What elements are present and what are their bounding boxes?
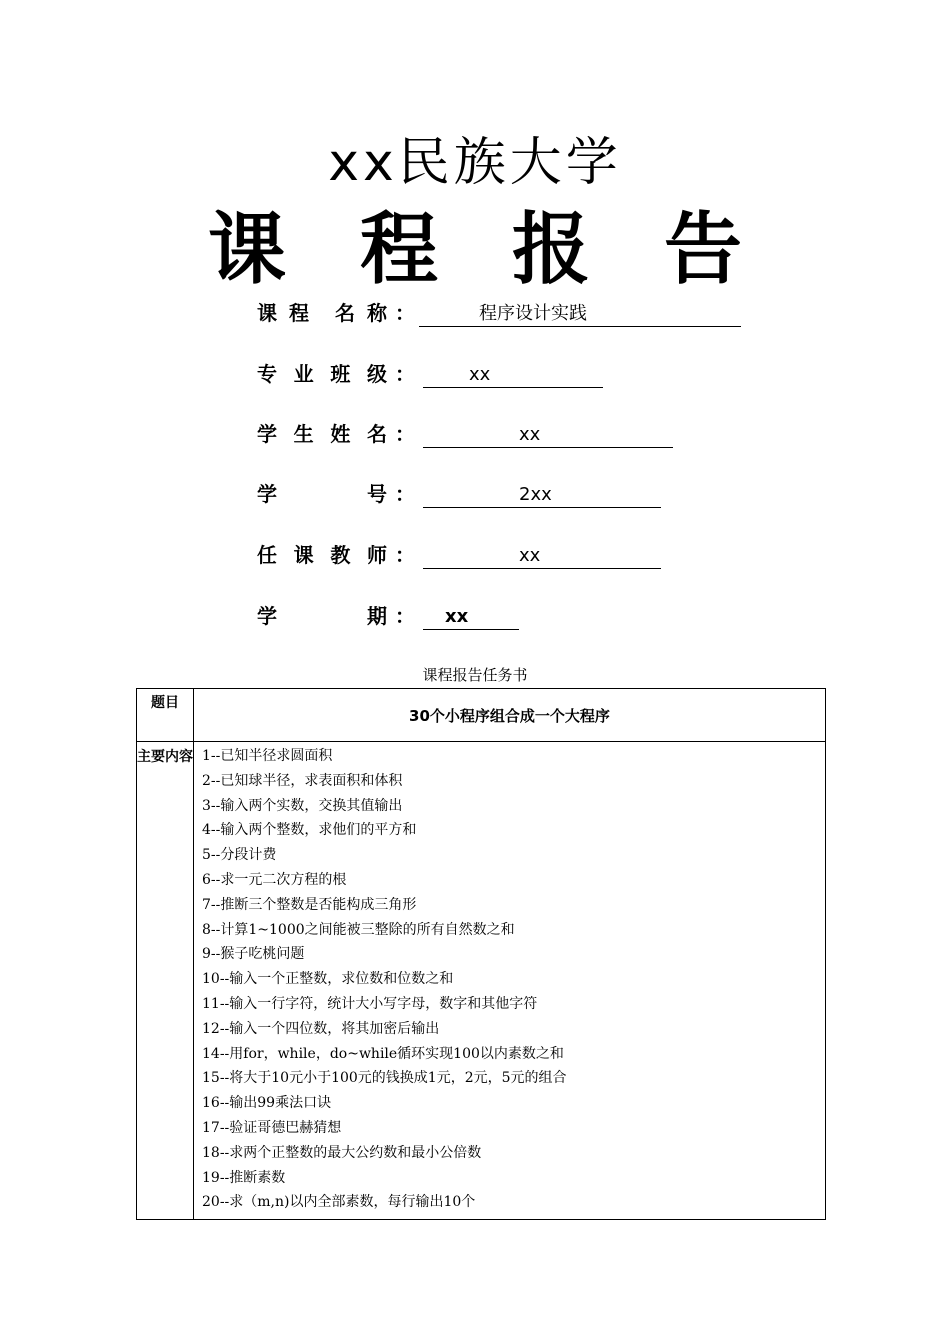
topic-row <box>137 689 826 742</box>
info-label <box>257 420 387 448</box>
info-label <box>257 602 387 630</box>
label-char: 期 <box>367 604 387 628</box>
info-row-student-id <box>257 476 661 508</box>
label-char: 课 <box>257 301 277 325</box>
list-item: 17--验证哥德巴赫猜想 <box>202 1119 342 1136</box>
label-char: 专 <box>257 362 277 386</box>
label-char: 课 <box>293 543 314 567</box>
student-id-value: 2xx <box>423 482 661 508</box>
task-book-caption: 课程报告任务书 <box>422 666 528 684</box>
content-row <box>137 742 826 1220</box>
topic-value: 30个小程序组合成一个大程序 <box>194 689 826 742</box>
list-item: 16--输出99乘法口诀 <box>202 1095 332 1112</box>
info-colon: ： <box>395 604 415 628</box>
list-item: 8--计算1~1000之间能被三整除的所有自然数之和 <box>202 921 515 938</box>
list-item: 12--输入一个四位数，将其加密后输出 <box>202 1020 440 1037</box>
major-class-value: xx <box>423 362 603 388</box>
list-item: 1--已知半径求圆面积 <box>202 748 333 764</box>
info-colon: ： <box>395 362 415 386</box>
course-name-value: 程序设计实践 <box>419 301 741 327</box>
info-colon: ： <box>395 482 415 506</box>
content-label: 主要内容 <box>137 742 194 1220</box>
list-item: 14--用for，while，do~while循环实现100以内素数之和 <box>202 1045 564 1062</box>
label-char: 业 <box>293 362 314 386</box>
list-item: 18--求两个正整数的最大公约数和最小公倍数 <box>202 1144 482 1161</box>
label-char: 号 <box>367 482 387 506</box>
label-char: 教 <box>330 543 351 567</box>
info-colon: ： <box>395 422 415 446</box>
info-row-major-class <box>257 356 603 388</box>
semester-value: xx <box>423 604 519 630</box>
info-label <box>257 299 387 327</box>
list-item: 6--求一元二次方程的根 <box>202 871 347 888</box>
info-label <box>257 480 387 508</box>
label-char: 任 <box>257 543 277 567</box>
list-item: 9--猴子吃桃问题 <box>202 946 305 963</box>
topic-label: 题目 <box>137 689 194 742</box>
teacher-value: xx <box>423 543 661 569</box>
info-row-student-name <box>257 416 673 448</box>
list-item: 10--输入一个正整数，求位数和位数之和 <box>202 971 454 988</box>
content-cell <box>194 742 826 1220</box>
list-item: 5--分段计费 <box>202 847 277 864</box>
label-char: 名 <box>335 301 355 325</box>
list-item: 15--将大于10元小于100元的钱换成1元，2元，5元的组合 <box>202 1070 567 1087</box>
info-colon: ： <box>395 543 415 567</box>
info-label <box>257 541 387 569</box>
task-book-table <box>136 688 826 1220</box>
label-char: 生 <box>293 422 314 446</box>
list-item: 2--已知球半径，求表面积和体积 <box>202 772 403 789</box>
report-title: 课程报告 <box>207 204 816 295</box>
university-name: xx民族大学 <box>328 133 622 193</box>
label-char: 班 <box>330 362 351 386</box>
info-colon: ： <box>395 301 415 325</box>
list-item: 19--推断素数 <box>202 1169 286 1186</box>
info-row-teacher <box>257 537 661 569</box>
label-char: 级 <box>366 362 387 386</box>
list-item: 20--求（m,n)以内全部素数，每行输出10个 <box>202 1194 476 1211</box>
label-char: 姓 <box>330 422 351 446</box>
label-char: 学 <box>257 482 277 506</box>
label-char: 师 <box>366 543 387 567</box>
label-char: 称 <box>367 301 387 325</box>
label-char: 程 <box>289 301 309 325</box>
info-label <box>257 360 387 388</box>
label-char: 名 <box>366 422 387 446</box>
list-item: 4--输入两个整数，求他们的平方和 <box>202 822 417 839</box>
content-list <box>194 742 825 1219</box>
info-row-course-name <box>257 295 741 327</box>
info-row-semester <box>257 598 519 630</box>
list-item: 11--输入一行字符，统计大小写字母，数字和其他字符 <box>202 995 538 1012</box>
label-char: 学 <box>257 422 277 446</box>
list-item: 7--推断三个整数是否能构成三角形 <box>202 896 417 913</box>
list-item: 3--输入两个实数，交换其值输出 <box>202 797 403 814</box>
label-char: 学 <box>257 604 277 628</box>
student-name-value: xx <box>423 422 673 448</box>
